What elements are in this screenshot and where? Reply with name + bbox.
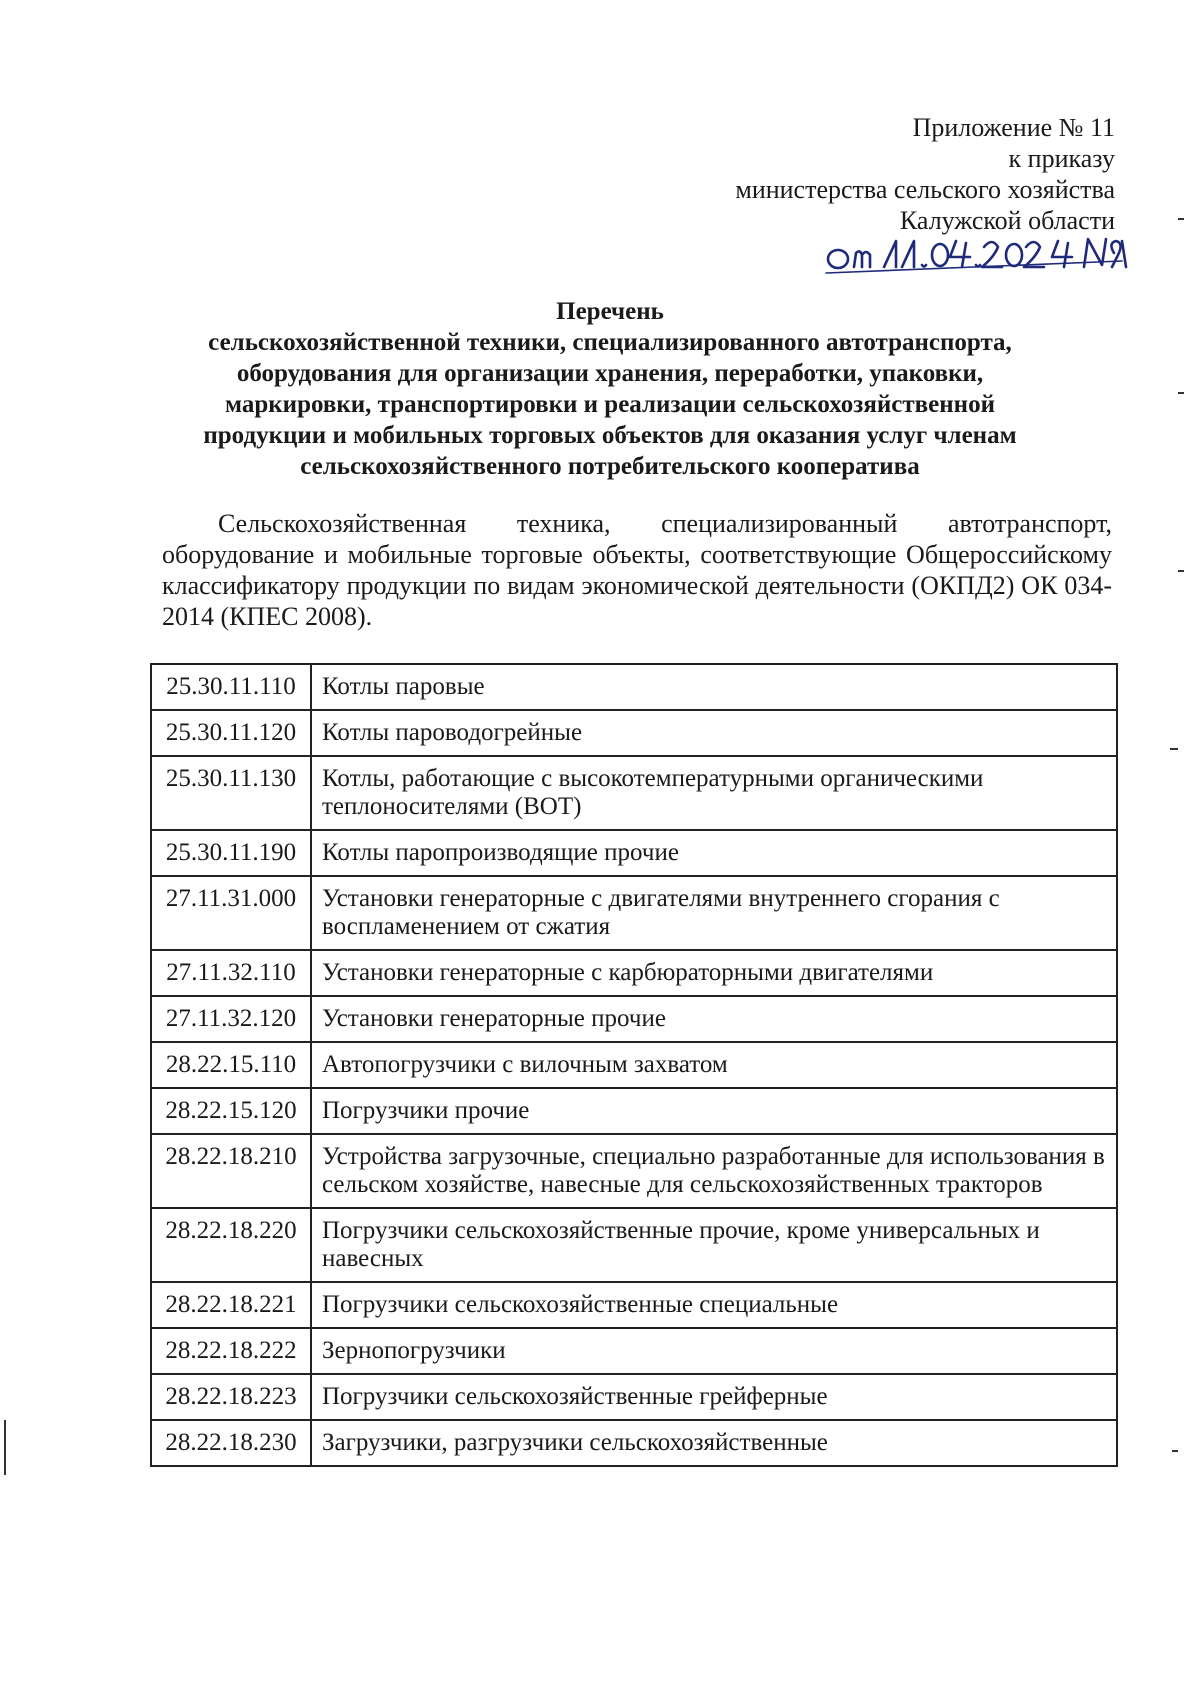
appendix-number: Приложение № 11 bbox=[912, 113, 1115, 142]
table-row bbox=[151, 1208, 1117, 1282]
title-line: оборудования для организации хранения, переработки, упаковки, bbox=[236, 360, 984, 387]
scan-mark bbox=[1172, 1450, 1178, 1452]
row-description: Погрузчики сельскохозяйственные грейферные bbox=[311, 1374, 1117, 1420]
okpd2-codes-table bbox=[150, 663, 1118, 1467]
scan-mark bbox=[1170, 748, 1178, 750]
appendix-region: Калужской области bbox=[899, 206, 1115, 235]
row-code: 25.30.11.120 bbox=[151, 710, 311, 756]
document-title bbox=[140, 296, 1080, 482]
scan-mark bbox=[1178, 570, 1184, 572]
row-code: 25.30.11.110 bbox=[151, 664, 311, 710]
row-code: 28.22.18.230 bbox=[151, 1420, 311, 1466]
row-code: 28.22.18.223 bbox=[151, 1374, 311, 1420]
table-row bbox=[151, 830, 1117, 876]
row-description: Установки генераторные прочие bbox=[311, 996, 1117, 1042]
table-row bbox=[151, 756, 1117, 830]
table-row bbox=[151, 1328, 1117, 1374]
table-row bbox=[151, 710, 1117, 756]
row-code: 28.22.15.110 bbox=[151, 1042, 311, 1088]
row-description: Котлы паропроизводящие прочие bbox=[311, 830, 1117, 876]
title-line: маркировки, транспортировки и реализации сельскохозяйственной bbox=[225, 391, 995, 418]
row-description: Установки генераторные с двигателями внутреннего сгорания с воспламенением от сжатия bbox=[311, 876, 1117, 950]
row-code: 28.22.15.120 bbox=[151, 1088, 311, 1134]
row-code: 28.22.18.220 bbox=[151, 1208, 311, 1282]
intro-paragraph: Сельскохозяйственная техника, специализированный автотранспорт, оборудование и мобильные торговые объекты, соответствующие Общероссийскому классификатору продукции по видам экономической деятельности (ОКПД2) ОК 034-2014 (КПЕС 2008). bbox=[162, 509, 1112, 631]
row-description: Зернопогрузчики bbox=[311, 1328, 1117, 1374]
appendix-ministry: министерства сельского хозяйства bbox=[735, 175, 1115, 204]
row-code: 28.22.18.210 bbox=[151, 1134, 311, 1208]
scan-mark bbox=[1178, 392, 1184, 394]
row-code: 28.22.18.221 bbox=[151, 1282, 311, 1328]
row-code: 25.30.11.190 bbox=[151, 830, 311, 876]
table-row bbox=[151, 1420, 1117, 1466]
title-heading: Перечень bbox=[556, 298, 664, 325]
title-line: сельскохозяйственной техники, специализированного автотранспорта, bbox=[208, 329, 1012, 356]
row-code: 27.11.31.000 bbox=[151, 876, 311, 950]
table-row bbox=[151, 1088, 1117, 1134]
row-description: Котлы, работающие с высокотемпературными органическими теплоносителями (ВОТ) bbox=[311, 756, 1117, 830]
row-description: Загрузчики, разгрузчики сельскохозяйственные bbox=[311, 1420, 1117, 1466]
table-row bbox=[151, 664, 1117, 710]
table-row bbox=[151, 876, 1117, 950]
row-description: Погрузчики сельскохозяйственные специальные bbox=[311, 1282, 1117, 1328]
scan-mark bbox=[1178, 218, 1184, 220]
table-row bbox=[151, 1374, 1117, 1420]
row-code: 25.30.11.130 bbox=[151, 756, 311, 830]
row-description: Котлы паровые bbox=[311, 664, 1117, 710]
title-line: продукции и мобильных торговых объектов для оказания услуг членам bbox=[203, 422, 1017, 449]
title-line: сельскохозяйственного потребительского кооператива bbox=[300, 453, 920, 480]
table-row bbox=[151, 950, 1117, 996]
handwritten-date-drawing bbox=[822, 233, 1132, 281]
row-code: 27.11.32.110 bbox=[151, 950, 311, 996]
handwritten-date-signature bbox=[822, 233, 1132, 281]
scan-mark bbox=[4, 1420, 6, 1475]
row-description: Погрузчики сельскохозяйственные прочие, кроме универсальных и навесных bbox=[311, 1208, 1117, 1282]
row-description: Установки генераторные с карбюраторными двигателями bbox=[311, 950, 1117, 996]
row-code: 28.22.18.222 bbox=[151, 1328, 311, 1374]
table-row bbox=[151, 1134, 1117, 1208]
row-code: 27.11.32.120 bbox=[151, 996, 311, 1042]
appendix-header bbox=[735, 112, 1115, 236]
row-description: Автопогрузчики с вилочным захватом bbox=[311, 1042, 1117, 1088]
table-row bbox=[151, 996, 1117, 1042]
table-row bbox=[151, 1042, 1117, 1088]
appendix-order-ref: к приказу bbox=[1008, 144, 1115, 173]
table-row bbox=[151, 1282, 1117, 1328]
row-description: Погрузчики прочие bbox=[311, 1088, 1117, 1134]
row-description: Котлы пароводогрейные bbox=[311, 710, 1117, 756]
row-description: Устройства загрузочные, специально разработанные для использования в сельском хозяйстве, навесные для сельскохозяйственных тракторов bbox=[311, 1134, 1117, 1208]
